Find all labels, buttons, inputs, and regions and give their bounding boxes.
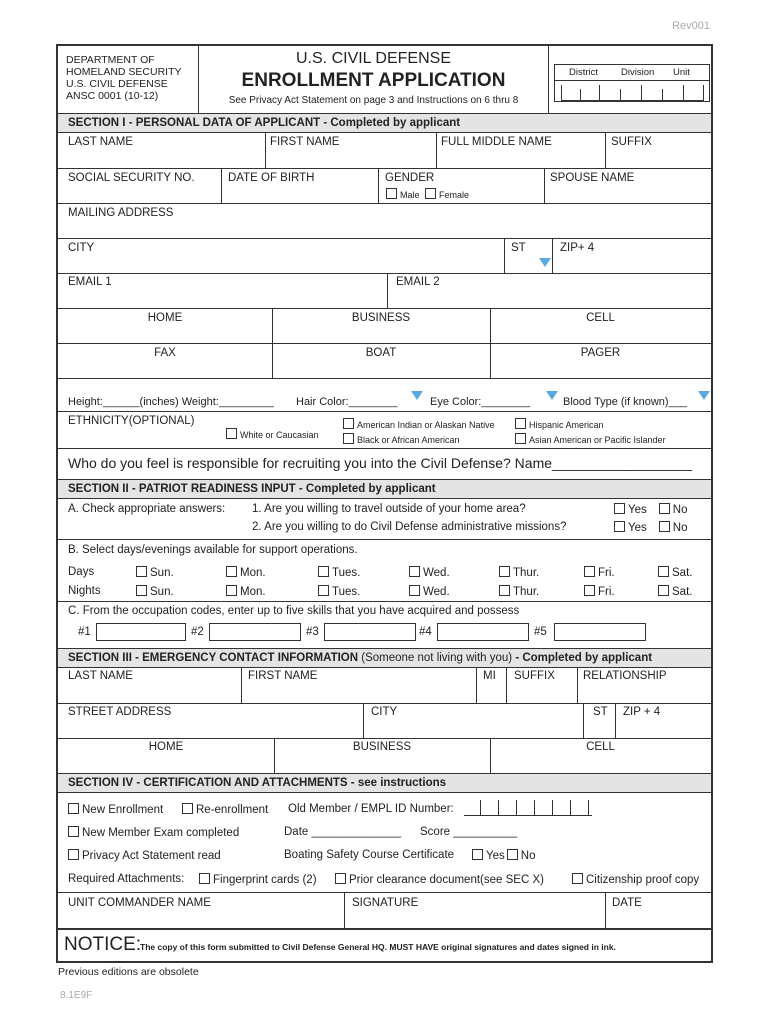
- cell-phone-label: CELL: [586, 312, 615, 324]
- citizenship-checkbox[interactable]: [572, 873, 583, 884]
- ec-suffix-label: SUFFIX: [514, 670, 555, 682]
- required-attachments-label: Required Attachments:: [68, 873, 185, 885]
- revision-label: Rev001: [672, 20, 710, 32]
- travel-question: 1. Are you willing to travel outside of your home area?: [252, 503, 526, 515]
- email1-label: EMAIL 1: [68, 276, 112, 288]
- home-phone-label: HOME: [147, 312, 183, 324]
- black-label: Black or African American: [357, 435, 460, 445]
- blood-type-dropdown-icon[interactable]: [698, 391, 710, 400]
- prior-clearance-label: Prior clearance document(see SEC X): [349, 874, 544, 886]
- boat-phone-label: BOAT: [365, 347, 397, 359]
- recruiter-question: Who do you feel is responsible for recruiting you into the Civil Defense? Name__________________: [68, 455, 693, 471]
- native-label: American Indian or Alaskan Native: [357, 420, 495, 430]
- section-4-header: SECTION IV - CERTIFICATION AND ATTACHMENTS - see instructions: [58, 773, 711, 793]
- skill-4-input[interactable]: [437, 623, 529, 641]
- ssn-label: SOCIAL SECURITY NO.: [68, 172, 195, 184]
- hair-color-label: Hair Color:________: [296, 396, 398, 408]
- citizenship-label: Citizenship proof copy: [586, 874, 700, 886]
- hair-color-dropdown-icon[interactable]: [411, 391, 423, 400]
- fingerprint-checkbox[interactable]: [199, 873, 210, 884]
- business-phone-label: BUSINESS: [351, 312, 411, 324]
- zip-label: ZIP+ 4: [560, 242, 595, 254]
- exam-score-label: Score __________: [420, 826, 518, 838]
- skill-1-label: #1: [78, 626, 91, 638]
- form-title: ENROLLMENT APPLICATION: [241, 70, 506, 91]
- eye-color-label: Eye Color:________: [430, 396, 531, 408]
- new-enrollment-checkbox[interactable]: [68, 803, 79, 814]
- obsolete-note: Previous editions are obsolete: [58, 966, 199, 978]
- old-member-label: Old Member / EMPL ID Number:: [288, 803, 454, 815]
- asian-label: Asian American or Pacific Islander: [529, 435, 666, 445]
- spouse-name-label: SPOUSE NAME: [550, 172, 635, 184]
- state-label: ST: [511, 242, 526, 254]
- ec-home-label: HOME: [148, 741, 184, 753]
- nights-sat-checkbox[interactable]: [658, 585, 669, 596]
- skill-3-input[interactable]: [324, 623, 416, 641]
- ec-last-name-label: LAST NAME: [68, 670, 133, 682]
- nights-mon-checkbox[interactable]: [226, 585, 237, 596]
- boating-yes-checkbox[interactable]: [472, 849, 483, 860]
- new-exam-checkbox[interactable]: [68, 826, 79, 837]
- travel-yes-checkbox[interactable]: [614, 503, 625, 514]
- nights-tue-checkbox[interactable]: [318, 585, 329, 596]
- male-checkbox[interactable]: [386, 188, 397, 199]
- ec-first-name-label: FIRST NAME: [248, 670, 318, 682]
- notice-word: NOTICE:: [64, 934, 142, 955]
- white-checkbox[interactable]: [226, 428, 237, 439]
- city-label: CITY: [68, 242, 95, 254]
- agency-name: U.S. CIVIL DEFENSE: [296, 50, 451, 67]
- skill-2-label: #2: [191, 626, 204, 638]
- section-2-header: SECTION II - PATRIOT READINESS INPUT - Completed by applicant: [58, 479, 711, 499]
- ec-street-label: STREET ADDRESS: [68, 706, 172, 718]
- suffix-label: SUFFIX: [611, 136, 652, 148]
- fingerprint-label: Fingerprint cards (2): [213, 874, 317, 886]
- ec-cell-label: CELL: [586, 741, 615, 753]
- middle-name-label: FULL MIDDLE NAME: [441, 136, 552, 148]
- pager-label: PAGER: [580, 347, 621, 359]
- privacy-act-label: Privacy Act Statement read: [82, 850, 221, 862]
- dept-block: DEPARTMENT OF HOMELAND SECURITY U.S. CIVIL DEFENSE ANSC 0001 (10-12): [66, 54, 182, 102]
- fax-label: FAX: [154, 347, 176, 359]
- hispanic-checkbox[interactable]: [515, 418, 526, 429]
- first-name-label: FIRST NAME: [270, 136, 340, 148]
- days-mon-checkbox[interactable]: [226, 566, 237, 577]
- days-wed-checkbox[interactable]: [409, 566, 420, 577]
- ec-state-label: ST: [593, 706, 608, 718]
- height-weight-label: Height:______(inches) Weight:_________: [68, 396, 274, 408]
- hispanic-label: Hispanic American: [529, 420, 604, 430]
- skill-4-label: #4: [419, 626, 432, 638]
- re-enrollment-label: Re-enrollment: [196, 804, 269, 816]
- form-code: 8.1E9F: [60, 990, 93, 1001]
- enrollment-form: DEPARTMENT OF HOMELAND SECURITY U.S. CIVIL DEFENSE ANSC 0001 (10-12) U.S. CIVIL DEFENSE ENROLLMENT APPLICATION See Privacy Act Statement on page 3 and Instructions on 6 thru 8 District Division Unit SECTION I - PERSONAL DATA OF APPLICANT - Completed by applicant LAST NAME FIRST NAME FULL MIDDLE NAME SUFFIX SOCIAL SECURITY NO. DATE OF BIRTH GENDER Male Female SPOUSE NAME MAILING ADDRESS CITY ST ZIP+ 4 EMAIL 1 EMAIL 2 HOME BUSINESS CELL FAX BOAT PAGER Height:______(inches) Weight:_________ Hair Color:________ Eye Color:________ Blood Type (if known)___ ETHNICITY(OPTIONAL) White or Caucasian American Indian or Alaskan Native Black or African American Hispanic American Asian American or Pacific Islander Who do you feel is responsible for recruiting you into the Civil Defense? Name__________________ SECTION II - PATRIOT READINESS INPUT - Completed by applicant A. Check appropriate answers: 1. Are you willing to travel outside of your home area? 2. Are you willing to do Civil Defense administrative missions? Yes No Yes No B. Select days/evenings available for support operations. Days Nights Sun. Mon. Tues. Wed. Thur. Fri. Sat. Sun. Mon. Tues. Wed. Thur. Fri. Sat. C. From the occupation codes, enter up to five skills that you have acquired and possess #1 #2 #3 #4 #5 SECTION III - EMERGENCY CONTACT INFORMATION (Someone not living with you) - Completed by applicant LAST NAME FIRST NAME MI SUFFIX RELATIONSHIP STREET ADDRESS CITY ST ZIP + 4 HOME BUSINESS CELL SECTION IV - CERTIFICATION AND ATTACHMENTS - see instructions New Enrollment Re-enrollment Old Member / EMPL ID Number: New Member Exam completed Date ______________ Score __________ Privacy Act Statement read Boating Safety Course Certificate Yes No Required Attachments: Fingerprint cards (2) Prior clearance document(see SEC X) Citizenship proof copy UNIT COMMANDER NAME SIGNATURE DATE NOTICE: The copy of this form submitted to Civil Defense General HQ. MUST HAVE original signatures and dates signed in ink.: [56, 44, 713, 963]
- days-label: Days: [68, 566, 95, 578]
- ethnicity-label: ETHNICITY(OPTIONAL): [68, 415, 195, 427]
- state-dropdown-icon[interactable]: [539, 258, 551, 267]
- days-sun-checkbox[interactable]: [136, 566, 147, 577]
- white-label: White or Caucasian: [240, 430, 319, 440]
- days-question: B. Select days/evenings available for support operations.: [68, 544, 358, 556]
- nights-fri-checkbox[interactable]: [584, 585, 595, 596]
- check-answers-label: A. Check appropriate answers:: [68, 503, 226, 515]
- date-label: DATE: [612, 897, 642, 909]
- boating-course-label: Boating Safety Course Certificate: [284, 849, 455, 861]
- days-thu-checkbox[interactable]: [499, 566, 510, 577]
- last-name-label: LAST NAME: [68, 136, 133, 148]
- skill-5-label: #5: [534, 626, 547, 638]
- male-label: Male: [400, 190, 420, 200]
- commander-name-label: UNIT COMMANDER NAME: [68, 897, 211, 909]
- boating-no-checkbox[interactable]: [507, 849, 518, 860]
- empl-id-input[interactable]: [464, 800, 592, 816]
- black-checkbox[interactable]: [343, 433, 354, 444]
- nights-label: Nights: [68, 585, 101, 597]
- skills-question: C. From the occupation codes, enter up to five skills that you have acquired and possess: [68, 605, 520, 617]
- nights-thu-checkbox[interactable]: [499, 585, 510, 596]
- admin-yes-checkbox[interactable]: [614, 521, 625, 532]
- eye-color-dropdown-icon[interactable]: [546, 391, 558, 400]
- female-checkbox[interactable]: [425, 188, 436, 199]
- nights-wed-checkbox[interactable]: [409, 585, 420, 596]
- mailing-address-label: MAILING ADDRESS: [68, 207, 174, 219]
- section-1-header: SECTION I - PERSONAL DATA OF APPLICANT - Completed by applicant: [58, 113, 711, 133]
- days-fri-checkbox[interactable]: [584, 566, 595, 577]
- skill-5-input[interactable]: [554, 623, 646, 641]
- dob-label: DATE OF BIRTH: [228, 172, 315, 184]
- blood-type-label: Blood Type (if known)___: [563, 396, 687, 408]
- skill-2-input[interactable]: [209, 623, 301, 641]
- ec-relationship-label: RELATIONSHIP: [583, 670, 667, 682]
- days-sat-checkbox[interactable]: [658, 566, 669, 577]
- privacy-note: See Privacy Act Statement on page 3 and Instructions on 6 thru 8: [228, 95, 519, 106]
- asian-checkbox[interactable]: [515, 433, 526, 444]
- email2-label: EMAIL 2: [396, 276, 440, 288]
- notice-text: The copy of this form submitted to Civil Defense General HQ. MUST HAVE original signatures and dates signed in ink.: [140, 942, 616, 952]
- ec-city-label: CITY: [371, 706, 398, 718]
- travel-no-checkbox[interactable]: [659, 503, 670, 514]
- ec-mi-label: MI: [483, 670, 496, 682]
- new-exam-label: New Member Exam completed: [82, 827, 240, 839]
- skill-3-label: #3: [306, 626, 319, 638]
- privacy-act-checkbox[interactable]: [68, 849, 79, 860]
- prior-clearance-checkbox[interactable]: [335, 873, 346, 884]
- female-label: Female: [439, 190, 470, 200]
- admin-no-checkbox[interactable]: [659, 521, 670, 532]
- gender-label: GENDER: [385, 172, 435, 184]
- admin-question: 2. Are you willing to do Civil Defense administrative missions?: [252, 521, 567, 533]
- days-tue-checkbox[interactable]: [318, 566, 329, 577]
- ec-zip-label: ZIP + 4: [623, 706, 661, 718]
- re-enrollment-checkbox[interactable]: [182, 803, 193, 814]
- exam-date-label: Date ______________: [284, 826, 402, 838]
- ec-business-label: BUSINESS: [352, 741, 412, 753]
- nights-sun-checkbox[interactable]: [136, 585, 147, 596]
- signature-label: SIGNATURE: [352, 897, 419, 909]
- native-checkbox[interactable]: [343, 418, 354, 429]
- skill-1-input[interactable]: [96, 623, 186, 641]
- new-enrollment-label: New Enrollment: [82, 804, 164, 816]
- district-division-unit-box: District Division Unit: [554, 64, 710, 102]
- section-3-header: SECTION III - EMERGENCY CONTACT INFORMATION (Someone not living with you) - Completed by applicant: [58, 648, 711, 668]
